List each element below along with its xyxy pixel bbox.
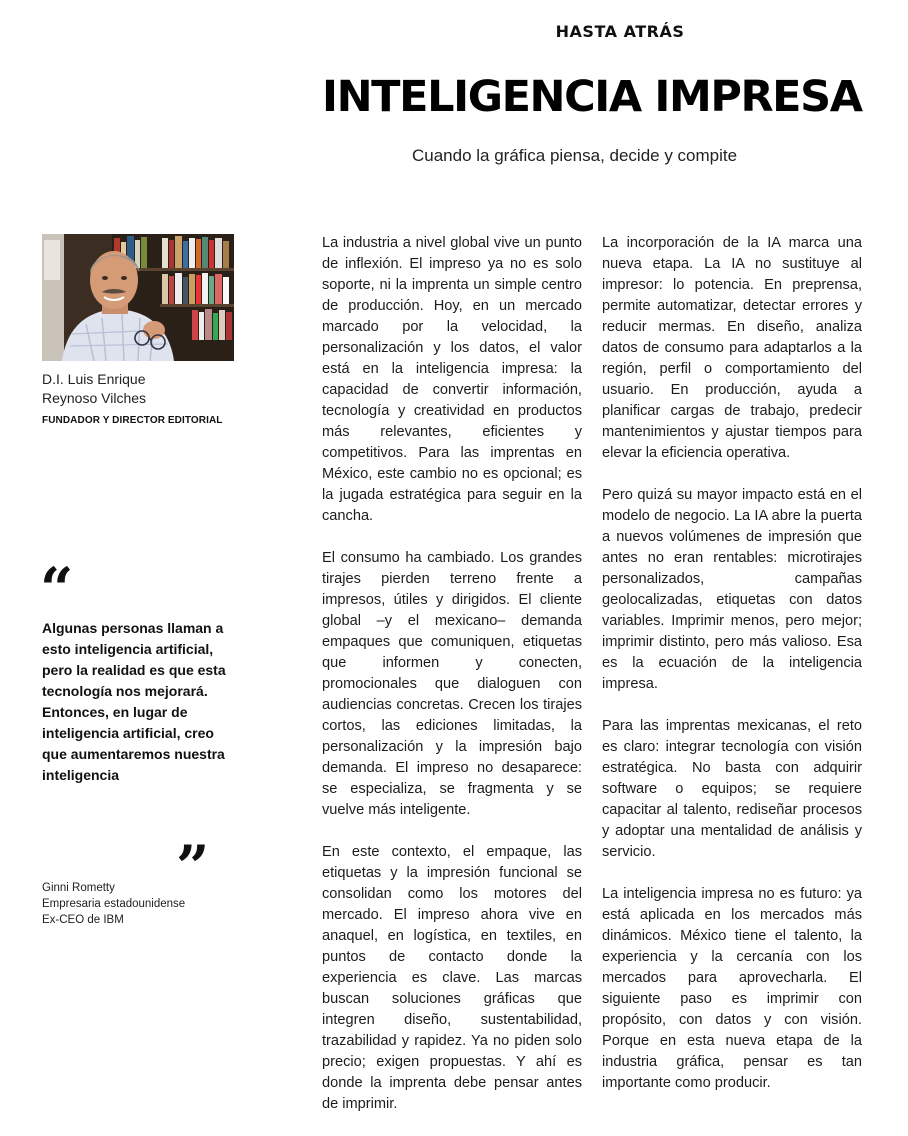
author-photo xyxy=(42,234,234,361)
quote-credit-role-2: Ex-CEO de IBM xyxy=(42,914,124,926)
article-title: INTELIGENCIA IMPRESA xyxy=(322,72,862,122)
author-name-line-1: D.I. Luis Enrique xyxy=(42,371,146,387)
article-paragraph: En este contexto, el empaque, las etiquetas y la impresión funcional se consolidan como los motores del mercado. El impreso ahora vive en anaquel, en logística, en textiles, en puntos de contacto donde la experiencia es clave. Las marcas buscan soluciones gráficas que integren diseño, sustentabilidad, trazabilidad y rapidez. Ya no piden solo precio; exigen propuestas. Y ahí es donde la imprenta debe pensar antes de imprimir. xyxy=(322,844,582,1112)
quote-credit-name: Ginni Rometty xyxy=(42,882,115,894)
pull-quote-text: Algunas personas llaman a esto inteligencia artificial, pero la realidad es que esta tecnología nos mejorará. Entonces, en lugar de inteligencia artificial, creo que aumentaremos nuestra inteligencia xyxy=(42,620,226,783)
article-paragraph: Pero quizá su mayor impacto está en el modelo de negocio. La IA abre la puerta a nuevos volúmenes de impresión que antes no eran rentables: microtirajes personalizados, campañas geolocalizadas, etiquetas con datos variables. Imprimir menos, pero mejor; imprimir distinto, pero más valioso. Esa es la ecuación de la inteligencia impresa. xyxy=(602,487,862,692)
section-kicker: HASTA ATRÁS xyxy=(555,22,685,41)
article-paragraph: El consumo ha cambiado. Los grandes tirajes pierden terreno frente a impresos, útiles y dirigidos. El cliente global –y el mexicano– demanda empaques que comuniquen, etiquetas que informen y conecten, promocionales que dialoguen con audiencias concretas. Crecen los tirajes cortos, las ediciones limitadas, la personalización y la impresión bajo demanda. El impreso no desaparece: se especializa, se fragmenta y se vuelve más inteligente. xyxy=(322,550,582,818)
open-quote-icon: “ xyxy=(40,555,74,623)
article-column-2 xyxy=(602,233,862,1115)
article-paragraph: La industria a nivel global vive un punto de inflexión. El impreso ya no es solo soporte, ni la imprenta un simple centro de producción. Hoy, en un mercado marcado por la velocidad, la personalización y los datos, el valor está en la inteligencia impresa: la capacidad de convertir información, tecnología y creatividad en productos más relevantes, eficientes y competitivos. Para las imprentas en México, este cambio no es opcional; es la jugada estratégica para seguir en la cancha. xyxy=(322,235,582,524)
author-name xyxy=(42,370,262,408)
article-subtitle: Cuando la gráfica piensa, decide y compite xyxy=(412,146,738,165)
author-role: FUNDADOR Y DIRECTOR EDITORIAL xyxy=(42,415,223,426)
quote-credit-role-1: Empresaria estadounidense xyxy=(42,898,186,910)
article-paragraph: Para las imprentas mexicanas, el reto es claro: integrar tecnología con visión estratégica. No basta con adquirir software o equipos; se requiere capacitar al talento, rediseñar procesos y adoptar una mentalidad de análisis y servicio. xyxy=(602,718,862,860)
close-quote-icon: ” xyxy=(176,833,210,901)
article-column-1 xyxy=(322,233,582,1136)
author-name-line-2: Reynoso Vilches xyxy=(42,390,147,406)
quote-credit xyxy=(42,880,262,928)
article-paragraph: La inteligencia impresa no es futuro: ya está aplicada en los mercados más dinámicos. México tiene el talento, la experiencia y la cercanía con los mercados para aprovecharla. El siguiente paso es imprimir con propósito, con datos y con visión. Porque en esta nueva etapa de la industria gráfica, pensar es tan importante como producir. xyxy=(602,886,862,1091)
article-paragraph: La incorporación de la IA marca una nueva etapa. La IA no sustituye al impresor: lo potencia. En preprensa, permite automatizar, detectar errores y reducir mermas. En diseño, analiza datos de consumo para adaptarlos a la región, perfil o comportamiento del usuario. En producción, ayuda a planificar cargas de trabajo, predecir mantenimientos y ajustar tiempos para elevar la eficiencia operativa. xyxy=(602,235,862,461)
